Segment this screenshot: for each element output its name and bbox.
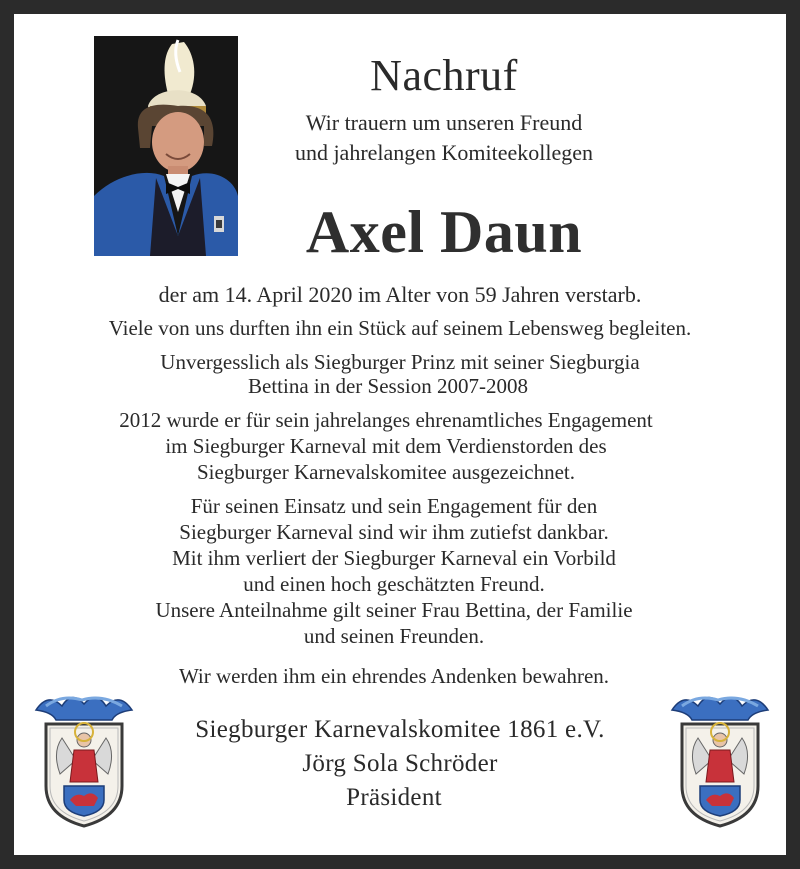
body-line-6: Siegburger Karnevalskomitee ausgezeichnet. [196,460,576,484]
body-line-9: Mit ihm verliert der Siegburger Karneval ein Vorbild [172,546,616,570]
deceased-name: Axel Daun [305,199,583,265]
body-line-2: Unvergesslich als Siegburger Prinz mit seiner Siegburgia [160,350,640,374]
heading: Nachruf [370,51,518,100]
intro-line-1: Wir trauern um unseren Freund [305,110,583,135]
death-line: der am 14. April 2020 im Alter von 59 Jahren verstarb. [158,282,642,307]
closing-line: Wir werden ihm ein ehrendes Andenken bewahren. [178,664,610,688]
intro-line-2: und jahrelangen Komiteekollegen [294,140,594,165]
coat-of-arms-left [32,690,136,830]
body-line-4: 2012 wurde er für sein jahrelanges ehrenamtliches Engagement [119,408,653,432]
signatory-role: Präsident [346,784,442,811]
body-line-12: und seinen Freunden. [303,624,485,648]
organization-name: Siegburger Karnevalskomitee 1861 e.V. [195,716,605,743]
portrait-photo [94,36,238,256]
body-line-7: Für seinen Einsatz und sein Engagement für den [190,494,598,518]
body-line-5: im Siegburger Karneval mit dem Verdienstorden des [165,434,607,458]
body-line-1: Viele von uns durften ihn ein Stück auf seinem Lebensweg begleiten. [108,316,692,340]
body-line-3: Bettina in der Session 2007-2008 [248,374,528,398]
signatory-name: Jörg Sola Schröder [302,750,498,777]
obituary-page [14,14,786,855]
body-line-11: Unsere Anteilnahme gilt seiner Frau Bettina, der Familie [155,598,633,622]
body-line-8: Siegburger Karneval sind wir ihm zutiefst dankbar. [179,520,609,544]
coat-of-arms-right [668,690,772,830]
body-line-10: und einen hoch geschätzten Freund. [243,572,545,596]
